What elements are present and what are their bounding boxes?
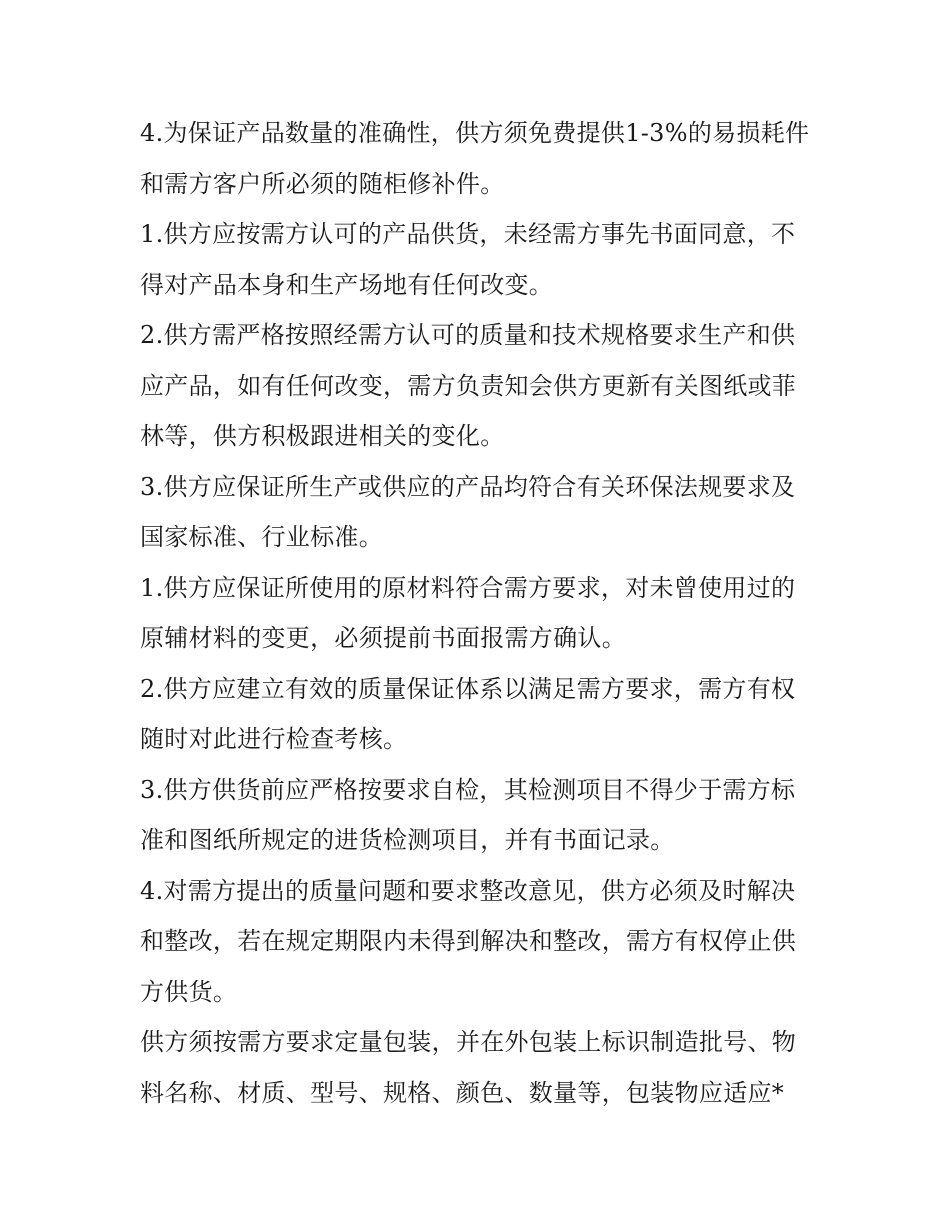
text-line: 和需方客户所必须的随柜修补件。 (140, 169, 505, 198)
document-body (140, 108, 820, 1118)
text-line: 应产品，如有任何改变，需方负责知会供方更新有关图纸或菲 (140, 371, 797, 400)
text-line: 国家标准、行业标准。 (140, 523, 383, 551)
paragraph (140, 108, 820, 209)
text-line: 随时对此进行检查考核。 (140, 725, 408, 753)
text-line: 2.供方应建立有效的质量保证体系以满足需方要求，需方有权 (140, 674, 796, 703)
text-line: 4.为保证产品数量的准确性，供方须免费提供1-3%的易损耗件 (140, 119, 810, 147)
text-line: 得对产品本身和生产场地有任何改变。 (140, 270, 554, 299)
paragraph (140, 664, 820, 765)
paragraph (140, 563, 820, 664)
paragraph (140, 1017, 820, 1118)
text-line: 准和图纸所规定的进货检测项目，并有书面记录。 (140, 826, 675, 854)
text-line: 方供货。 (140, 977, 238, 1006)
paragraph (140, 310, 820, 462)
text-line: 1.供方应保证所使用的原材料符合需方要求，对未曾使用过的 (140, 573, 796, 602)
text-line: 2.供方需严格按照经需方认可的质量和技术规格要求生产和供 (140, 321, 796, 349)
text-line: 1.供方应按需方认可的产品供货，未经需方事先书面同意，不 (140, 220, 796, 248)
text-line: 原辅材料的变更，必须提前书面报需方确认。 (140, 624, 626, 652)
text-line: 和整改，若在规定期限内未得到解决和整改，需方有权停止供 (140, 927, 797, 955)
paragraph (140, 866, 820, 1018)
text-line: 3.供方应保证所生产或供应的产品均符合有关环保法规要求及 (140, 472, 796, 501)
paragraph (140, 765, 820, 866)
paragraph (140, 209, 820, 310)
paragraph (140, 462, 820, 563)
text-line: 供方须按需方要求定量包装，并在外包装上标识制造批号、物 (140, 1028, 797, 1056)
text-line: 料名称、材质、型号、规格、颜色、数量等，包装物应适应* (140, 1078, 785, 1107)
text-line: 4.对需方提出的质量问题和要求整改意见，供方必须及时解决 (140, 876, 796, 905)
text-line: 林等，供方积极跟进相关的变化。 (140, 422, 505, 450)
text-line: 3.供方供货前应严格按要求自检，其检测项目不得少于需方标 (140, 775, 796, 804)
